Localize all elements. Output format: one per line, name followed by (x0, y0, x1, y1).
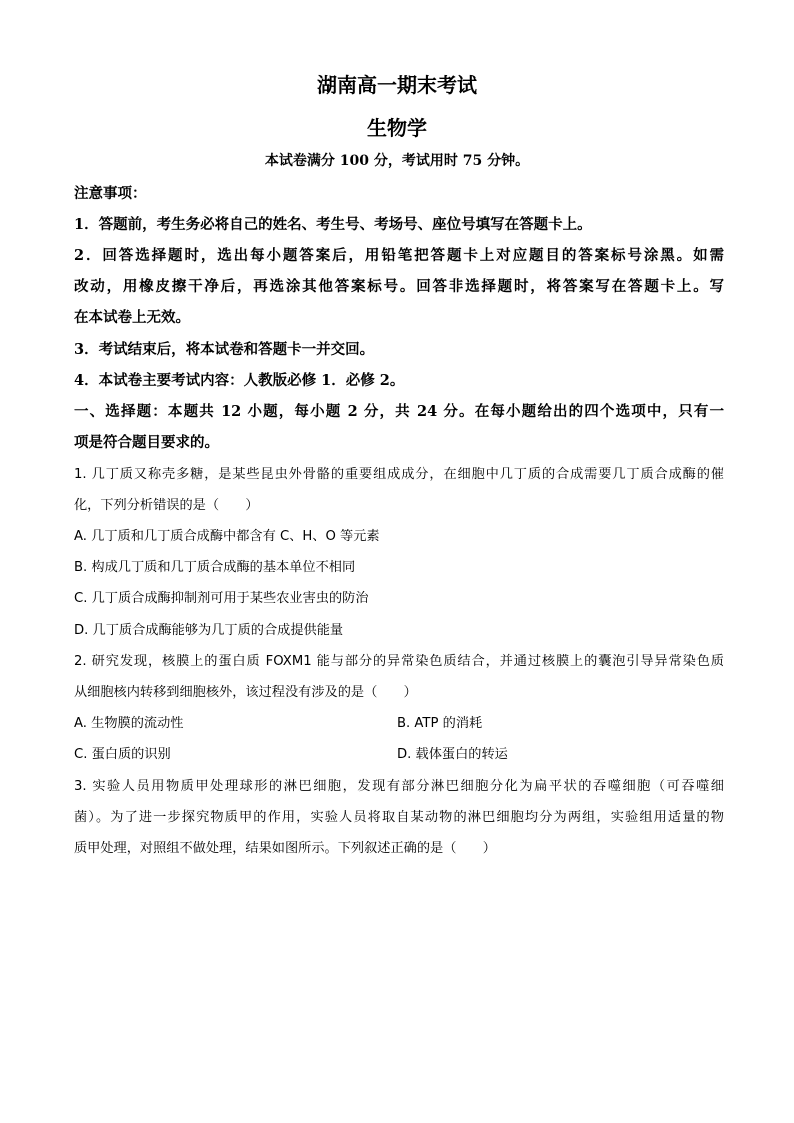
section-1-heading-line-1: 一、选择题：本题共 12 小题，每小题 2 分，共 24 分。在每小题给出的四个选项中，只有一 (74, 403, 724, 420)
q2-option-b: B. ATP 的消耗 (397, 716, 483, 731)
notice-item-1: 1．答题前，考生务必将自己的姓名、考生号、考场号、座位号填写在答题卡上。 (74, 216, 592, 233)
q1-option-d: D. 几丁质合成酶能够为几丁质的合成提供能量 (74, 623, 344, 638)
section-1-heading-line-2: 项是符合题目要求的。 (74, 434, 219, 451)
q3-stem-line-3: 质甲处理，对照组不做处理，结果如图所示。下列叙述正确的是（ ） (74, 841, 496, 856)
notice-item-2-line-2: 改动，用橡皮擦干净后，再选涂其他答案标号。回答非选择题时，将答案写在答题卡上。写 (74, 278, 724, 295)
notice-item-2-line-3: 在本试卷上无效。 (74, 309, 190, 326)
q3-stem-line-2: 菌）。为了进一步探究物质甲的作用，实验人员将取自某动物的淋巴细胞均分为两组，实验组用适量的物 (74, 810, 724, 825)
score-info: 本试卷满分 100 分，考试用时 75 分钟。 (264, 153, 530, 169)
notice-item-4: 4．本试卷主要考试内容：人教版必修 1．必修 2。 (74, 372, 405, 389)
q2-stem-line-1: 2. 研究发现，核膜上的蛋白质 FOXM1 能与部分的异常染色质结合，并通过核膜上的囊泡引导异常染色质 (74, 654, 724, 669)
exam-title: 湖南高一期末考试 (317, 73, 477, 97)
q3-stem-line-1: 3. 实验人员用物质甲处理球形的淋巴细胞，发现有部分淋巴细胞分化为扁平状的吞噬细胞（可吞噬细 (74, 779, 724, 794)
q1-stem-line-1: 1. 几丁质又称壳多糖，是某些昆虫外骨骼的重要组成成分，在细胞中几丁质的合成需要几丁质合成酶的催 (74, 467, 724, 482)
q1-stem-line-2: 化，下列分析错误的是（ ） (74, 498, 259, 513)
q1-option-c: C. 几丁质合成酶抑制剂可用于某些农业害虫的防治 (74, 591, 369, 606)
subject-title: 生物学 (367, 116, 427, 140)
q2-option-d: D. 载体蛋白的转运 (397, 747, 508, 762)
notice-item-3: 3．考试结束后，将本试卷和答题卡一并交回。 (74, 341, 375, 358)
q2-option-a: A. 生物膜的流动性 (74, 716, 184, 731)
q2-option-c: C. 蛋白质的识别 (74, 747, 171, 762)
q1-option-b: B. 构成几丁质和几丁质合成酶的基本单位不相同 (74, 560, 356, 575)
notice-item-2-line-1: 2．回答选择题时，选出每小题答案后，用铅笔把答题卡上对应题目的答案标号涂黑。如需 (74, 247, 724, 264)
q1-option-a: A. 几丁质和几丁质合成酶中都含有 C、H、O 等元素 (74, 529, 380, 544)
notice-heading: 注意事项： (74, 185, 147, 202)
q2-stem-line-2: 从细胞核内转移到细胞核外，该过程没有涉及的是（ ） (74, 685, 417, 700)
